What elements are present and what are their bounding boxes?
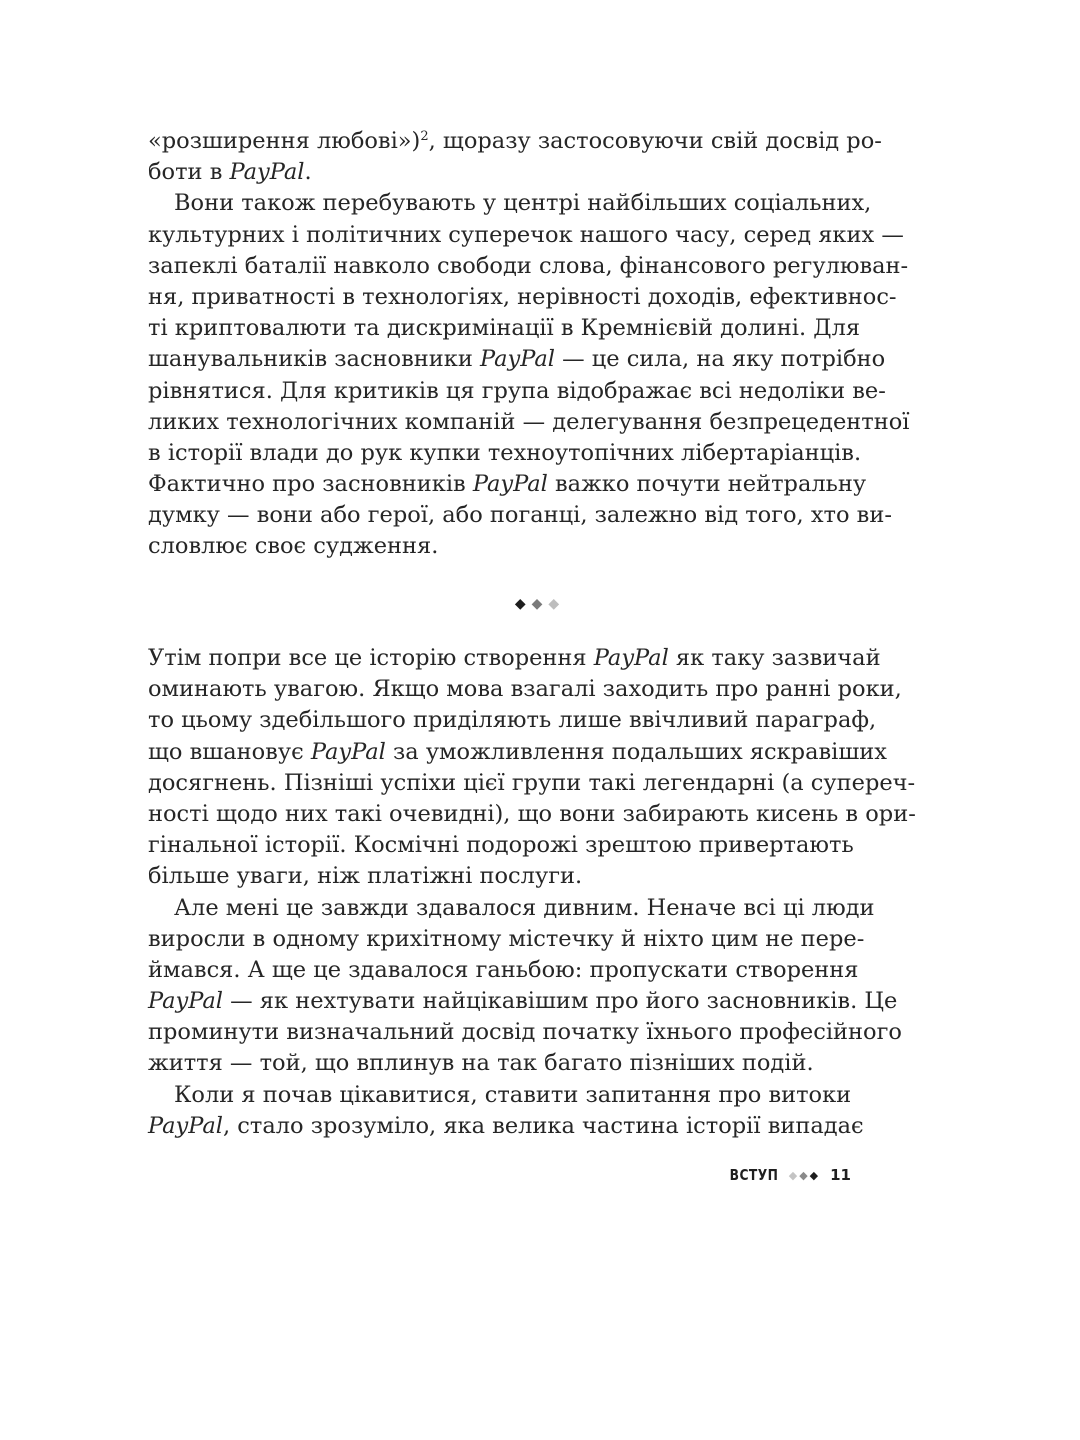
page-number: 11 <box>830 1166 851 1184</box>
brand-paypal: PayPal <box>472 471 548 498</box>
paragraph-3 <box>148 643 916 893</box>
paragraph-2-line-4: ня, приватності в технологіях, нерівності доходів, ефективнос- <box>148 283 897 310</box>
paragraph-4-line-5: проминути визначальний досвід початку їхнього професійного <box>148 1019 902 1046</box>
paragraph-3-line-4-rest: за уможливлення подальших яскравіших <box>385 738 887 765</box>
text-block-bottom <box>148 643 916 1142</box>
paragraph-2-line-10-text: Фактично про засновників <box>148 471 473 498</box>
paragraph-5-line-1: Коли я почав цікавитися, ставити запитання про витоки <box>174 1081 852 1108</box>
paragraph-3-line-7: гінальної історії. Космічні подорожі зрештою привертають <box>148 832 854 859</box>
paragraph-4-line-4-rest: — як нехтувати найцікавішим про його засновників. Це <box>223 988 898 1015</box>
paragraph-3-line-3: то цьому здебільшого приділяють лише ввічливий параграф, <box>148 707 877 734</box>
paragraph-2 <box>148 188 910 562</box>
paragraph-3-line-1-rest: як таку зазвичай <box>668 645 881 671</box>
paragraph-3-line-8: більше уваги, ніж платіжні послуги. <box>148 863 583 890</box>
paragraph-2-line-6-rest: — це сила, на яку потрібно <box>554 346 886 373</box>
paragraph-2-line-5: ті криптовалюти та дискримінації в Кремнієвій долині. Для <box>148 315 861 342</box>
paragraph-3-line-1-text: Утім попри все це історію створення <box>148 645 594 671</box>
paragraph-1-line-1-rest: , щоразу застосовуючи свій досвід ро- <box>428 128 882 154</box>
diamond-icon: ◆ <box>548 596 566 612</box>
paragraph-2-line-1: Вони також перебувають у центрі найбільших соціальних, <box>174 190 872 217</box>
footnote-ref[interactable]: 2 <box>420 129 429 144</box>
text-block-top <box>148 126 910 563</box>
paragraph-2-line-9: в історії влади до рук купки техноутопічних лібертаріанців. <box>148 439 862 466</box>
paragraph-4 <box>148 893 902 1080</box>
paragraph-3-line-5: досягнень. Пізніші успіхи цієї групи такі легендарні (а супереч- <box>148 769 916 796</box>
paragraph-4-line-1: Але мені це завжди здавалося дивним. Неначе всі ці люди <box>174 894 875 921</box>
paragraph-1-line-1-text: «розширення любові») <box>148 128 421 154</box>
paragraph-3-line-6: ності щодо них такі очевидні), що вони забирають кисень в ори- <box>148 800 916 827</box>
brand-paypal: PayPal <box>593 645 669 671</box>
diamond-icon: ◆ <box>809 1168 821 1182</box>
paragraph-2-line-3: запеклі баталії навколо свободи слова, фінансового регулюван- <box>148 252 909 279</box>
paragraph-3-line-4-text: що вшановує <box>148 738 311 765</box>
paragraph-2-line-6-text: шанувальників засновники <box>148 346 480 373</box>
paragraph-5-line-2-rest: , стало зрозуміло, яка велика частина історії випадає <box>223 1112 864 1139</box>
brand-paypal: PayPal <box>148 988 223 1015</box>
section-title: ВСТУП <box>730 1166 779 1184</box>
footer-ornament <box>789 1169 820 1182</box>
diamond-icon: ◆ <box>514 596 532 612</box>
paragraph-2-line-2: культурних і політичних суперечок нашого часу, серед яких — <box>148 221 904 248</box>
paragraph-4-line-6: життя — той, що вплинув на так багато пізніших подій. <box>148 1050 814 1077</box>
paragraph-1-line-2-end: . <box>304 159 312 186</box>
paragraph-2-line-7: рівнятися. Для критиків ця група відображає всі недоліки ве- <box>148 377 886 404</box>
section-separator <box>0 596 1080 620</box>
brand-paypal: PayPal <box>479 346 555 373</box>
diamond-icon: ◆ <box>531 596 549 612</box>
diamond-icon: ◆ <box>799 1168 810 1182</box>
paragraph-3-line-2: оминають увагою. Якщо мова взагалі заходить про ранні роки, <box>148 676 902 703</box>
paragraph-5 <box>148 1080 864 1142</box>
paragraph-4-line-3: ймався. А ще це здавалося ганьбою: пропускати створення <box>148 956 859 983</box>
paragraph-1 <box>148 126 882 188</box>
brand-paypal: PayPal <box>310 738 386 765</box>
brand-paypal: PayPal <box>148 1112 223 1139</box>
paragraph-4-line-2: виросли в одному крихітному містечку й ніхто цим не пере- <box>148 925 865 952</box>
paragraph-2-line-10-rest: важко почути нейтральну <box>547 471 867 498</box>
paragraph-2-line-12: словлює своє судження. <box>148 533 439 560</box>
paragraph-2-line-8: ликих технологічних компаній — делегування безпрецедентної <box>148 408 910 435</box>
diamond-icon: ◆ <box>788 1168 800 1182</box>
paragraph-2-line-11: думку — вони або герої, або поганці, залежно від того, хто ви- <box>148 502 892 529</box>
paragraph-1-line-2-text: боти в <box>148 159 230 186</box>
brand-paypal: PayPal <box>229 159 305 186</box>
running-footer <box>719 1163 851 1187</box>
